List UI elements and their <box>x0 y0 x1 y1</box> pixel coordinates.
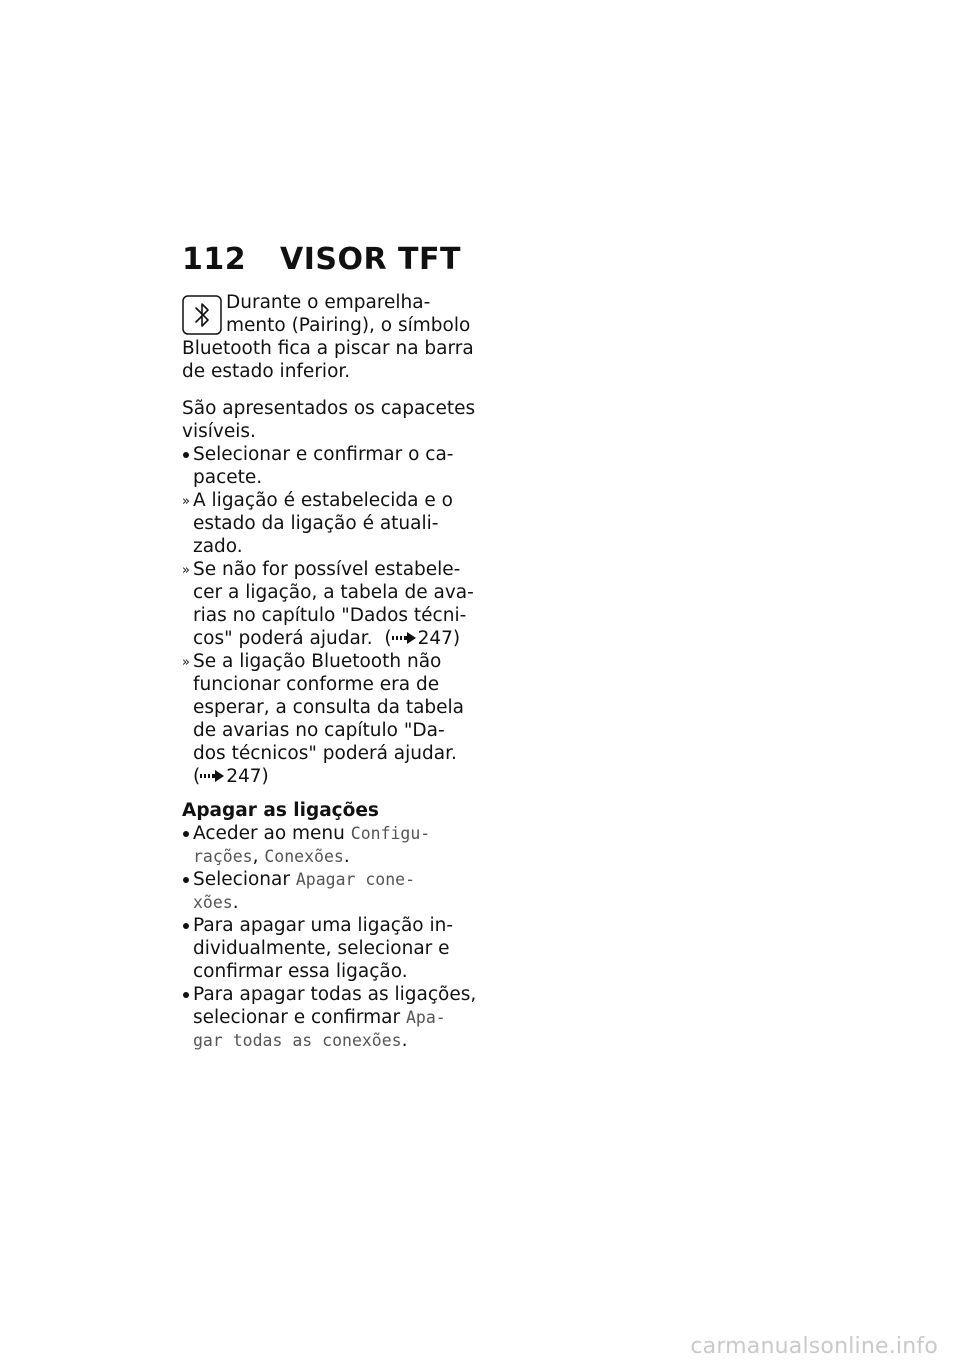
menu-name: Apagar cone- <box>295 870 416 889</box>
section-title: Apagar as ligações <box>182 800 379 821</box>
step-item: Selecionar e confirmar o ca- pacete. <box>193 444 454 488</box>
step-item: Aceder ao menu Configu- rações, Conexões. <box>193 823 431 867</box>
intro-line: Bluetooth fica a piscar na barra <box>182 338 474 359</box>
paragraph-helmets: São apresentados os capacetes visíveis. <box>182 398 476 442</box>
footer-watermark <box>0 1332 960 1362</box>
result-item: » Se a ligação Bluetooth não funcionar conforme era de esperar, a consulta da tabela de avarias no capítulo "Da- dos técnicos" poderá ajudar. ( 247) <box>182 651 465 787</box>
result-marker-icon: » <box>182 563 190 578</box>
page-title: VISOR TFT <box>280 242 461 277</box>
intro-line: Durante o emparelha- <box>226 292 431 313</box>
intro-line: mento (Pairing), o símbolo <box>226 315 471 336</box>
menu-name: gar todas as conexões <box>193 1031 402 1050</box>
result-item: » Se não for possível estabele- cer a ligação, a tabela de ava- rias no capítulo "Dados técni- cos" poderá ajudar. ( 247) <box>182 559 474 649</box>
result-item: » A ligação é estabelecida e o estado da ligação é atuali- zado. <box>182 490 453 557</box>
menu-name: Configu- <box>350 824 431 843</box>
step-item: Para apagar todas as ligações, selecionar e confirmar Apa- gar todas as conexões. <box>193 984 477 1051</box>
menu-name: Apa- <box>405 1008 446 1027</box>
watermark-text: carmanualsonline.info <box>690 1334 938 1359</box>
page-header <box>182 242 461 277</box>
result-marker-icon: » <box>182 655 190 670</box>
menu-name: rações <box>193 847 253 866</box>
arrow-right-icon <box>392 631 418 645</box>
intro-paragraph <box>182 291 474 383</box>
body-column <box>182 291 477 1052</box>
intro-line: de estado inferior. <box>182 361 351 382</box>
page-number: 112 <box>182 242 247 277</box>
step-item: Para apagar uma ligação in- dividualmente, selecionar e confirmar essa ligação. <box>193 915 454 982</box>
menu-name: xões <box>193 893 233 912</box>
step-item: Selecionar Apagar cone- xões. <box>193 869 416 913</box>
arrow-right-icon <box>200 769 226 783</box>
menu-name: Conexões <box>264 847 344 866</box>
result-marker-icon: » <box>182 494 190 509</box>
page-reference[interactable]: 247) <box>417 628 461 649</box>
bluetooth-icon <box>182 295 222 335</box>
page-reference[interactable]: 247) <box>226 766 269 787</box>
